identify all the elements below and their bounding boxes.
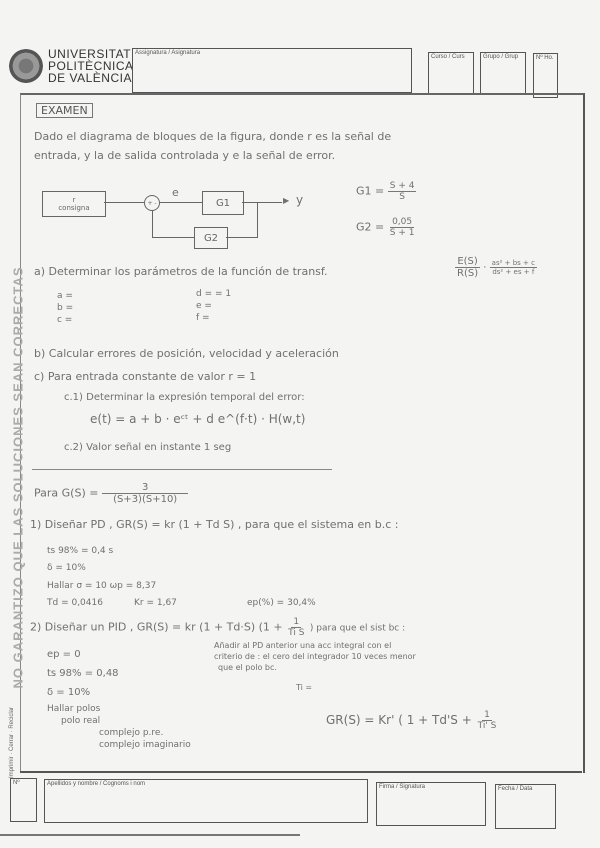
g1-block	[202, 191, 244, 215]
plant-fraction	[102, 482, 188, 505]
question-1: 1) Diseñar PD , GR(S) = kr (1 + Td S) , para que el sistema en b.c :	[30, 518, 399, 531]
wire-feedback-down	[257, 202, 258, 238]
question-2-tail: ) para que el sist bc :	[309, 623, 406, 634]
tf-lhs-num: E(S)	[457, 256, 478, 267]
param-d: d = = 1	[196, 289, 232, 299]
error-label: e	[172, 186, 179, 199]
g1-fraction	[388, 181, 417, 202]
q2-note	[214, 640, 416, 673]
part-a: a) Determinar los parámetros de la función de transf.	[34, 265, 328, 278]
arrow-icon: ▶	[283, 196, 290, 205]
q2-formula	[326, 710, 498, 731]
output-label: y	[296, 193, 304, 207]
intro-line-1: Dado el diagrama de bloques de la figura, donde r es la señal de	[34, 130, 392, 143]
g2-definition	[356, 217, 416, 238]
question-2	[30, 617, 405, 638]
g2-fraction	[388, 217, 417, 238]
sheet-number-field[interactable]	[533, 53, 558, 98]
q2-pole-complex-real: complejo p.re.	[99, 728, 164, 738]
student-number-label: Nº	[13, 780, 20, 786]
q2-formula-num: 1	[484, 710, 490, 720]
summing-junction	[144, 195, 160, 211]
recycle-note: Imprimir · Cerrar · Reciclar	[9, 707, 15, 778]
g1-block-label: G1	[215, 197, 231, 209]
plant-denominator: (S+3)(S+10)	[113, 494, 178, 505]
wire-output	[242, 202, 282, 203]
q2-pole-complex-imag: complejo imaginario	[99, 740, 191, 750]
tf-rhs-den: ds² + es + f	[492, 268, 535, 276]
q1-settling-time: ts 98% = 0,4 s	[47, 546, 114, 556]
exam-title: EXAMEN	[36, 103, 93, 118]
q1-specs	[47, 543, 113, 577]
input-label: r	[72, 196, 76, 204]
g2-name: G2 =	[356, 220, 385, 234]
q2-note-line2: criterio de : el cero del integrador 10 veces menor	[214, 652, 416, 661]
university-name	[48, 48, 134, 84]
param-a: a =	[57, 291, 73, 301]
student-number-field[interactable]	[10, 778, 37, 822]
g2-block-label: G2	[203, 232, 219, 244]
q1-kr: Kr = 1,67	[134, 598, 177, 608]
param-e: e =	[196, 301, 212, 311]
plant-numerator: 3	[102, 482, 188, 494]
part-b: b) Calcular errores de posición, velocidad y aceleración	[34, 347, 339, 360]
q2-note-line3: que el polo bc.	[218, 663, 277, 672]
section-divider	[32, 469, 332, 470]
input-block	[42, 191, 106, 217]
course-field[interactable]	[428, 52, 474, 94]
params-left	[57, 290, 73, 326]
q2-ep: ep = 0	[47, 649, 81, 660]
q1-hallar: Hallar σ = 10 ωp = 8,37	[47, 581, 157, 591]
tf-rhs-num: as² + bs + c	[491, 259, 535, 267]
university-name-line1: UNIVERSITAT	[48, 47, 132, 61]
answer-area-bottom	[20, 771, 582, 773]
wire-feedback-up	[152, 210, 153, 238]
transfer-function: $\frac{E(S)}{R(S)}$ · $\frac{\text{as² + bs + c}}{\text{ds² + es + f}}$	[457, 256, 535, 279]
q1-overshoot: δ = 10%	[47, 563, 86, 573]
g1-numerator: S + 4	[389, 181, 415, 191]
plant-prefix: Para G(S) =	[34, 486, 99, 500]
q2-poles-title: Hallar polos	[47, 704, 101, 714]
university-name-line2: POLITÈCNICA	[48, 59, 134, 73]
params-right	[196, 288, 231, 324]
q1-td: Td = 0,0416	[47, 598, 103, 608]
date-label: Fecha / Data	[498, 786, 533, 792]
date-field[interactable]	[495, 784, 556, 829]
part-c1: c.1) Determinar la expresión temporal del error:	[64, 392, 305, 403]
plant-definition	[34, 482, 188, 505]
university-name-line3: DE VALÈNCIA	[48, 71, 132, 85]
input-sublabel: consigna	[58, 204, 90, 212]
q2-pole-real: polo real	[61, 716, 101, 726]
wire-feedback-left	[152, 237, 194, 238]
tf-lhs-den: R(S)	[457, 268, 479, 279]
page-bottom-rule	[0, 834, 300, 836]
sum-signs: + -	[147, 199, 157, 207]
q2-frac-num: 1	[293, 617, 300, 627]
course-label: Curso / Curs	[431, 54, 465, 60]
wire-error	[160, 202, 202, 203]
tf-lhs	[455, 256, 480, 279]
university-logo	[9, 49, 43, 83]
part-c2: c.2) Valor señal en instante 1 seg	[64, 442, 232, 453]
signature-field[interactable]	[376, 782, 486, 826]
sheet-number-label: Nº Ho.	[536, 55, 554, 61]
q2-specs	[47, 645, 119, 702]
group-label: Grupo / Grup	[483, 54, 519, 60]
g2-denominator: S + 1	[389, 228, 415, 238]
g1-denominator: S	[399, 192, 405, 202]
q2-integral-fraction	[286, 617, 306, 638]
q2-formula-den: Ti' S	[477, 721, 497, 731]
g2-block	[194, 227, 228, 249]
g2-numerator: 0,05	[392, 217, 413, 227]
subject-field[interactable]	[132, 48, 412, 93]
q2-ti: Ti =	[296, 683, 313, 692]
group-field[interactable]	[480, 52, 526, 94]
q2-formula-prefix: GR(S) = Kr' ( 1 + Td'S +	[326, 713, 472, 727]
q2-poles	[47, 703, 191, 751]
tf-rhs	[490, 259, 537, 276]
g1-name: G1 =	[356, 184, 385, 198]
g1-definition	[356, 181, 416, 202]
wire-feedback-right	[226, 237, 258, 238]
part-c: c) Para entrada constante de valor r = 1	[34, 370, 257, 383]
subject-label: Assignatura / Asignatura	[135, 50, 201, 56]
wire-input	[104, 202, 144, 203]
q2-overshoot: δ = 10%	[47, 687, 91, 698]
q2-formula-fraction	[476, 710, 499, 731]
disclaimer-vertical-text: NO GARANTIZO QUE LAS SOLUCIONES SEAN CORRECTAS	[10, 266, 26, 689]
param-b: b =	[57, 303, 74, 313]
intro-line-2: entrada, y la de salida controlada y e la señal de error.	[34, 149, 336, 162]
q2-note-line1: Añadir al PD anterior una acc integral con el	[214, 641, 392, 650]
signature-label: Firma / Signatura	[379, 784, 426, 790]
q2-frac-den: Ti S	[288, 628, 305, 638]
q2-settling-time: ts 98% = 0,48	[47, 668, 119, 679]
param-f: f =	[196, 313, 210, 323]
part-c1-expression: e(t) = a + b · eᶜᵗ + d e^(f·t) · H(w,t)	[90, 412, 306, 426]
param-c: c =	[57, 315, 73, 325]
student-name-field[interactable]	[44, 779, 368, 823]
student-name-label: Apellidos y nombre / Cognoms i nom	[47, 781, 146, 787]
question-2-text: 2) Diseñar un PID , GR(S) = kr (1 + Td·S) (1 +	[30, 620, 283, 634]
q1-ep: ep(%) = 30,4%	[247, 598, 316, 608]
